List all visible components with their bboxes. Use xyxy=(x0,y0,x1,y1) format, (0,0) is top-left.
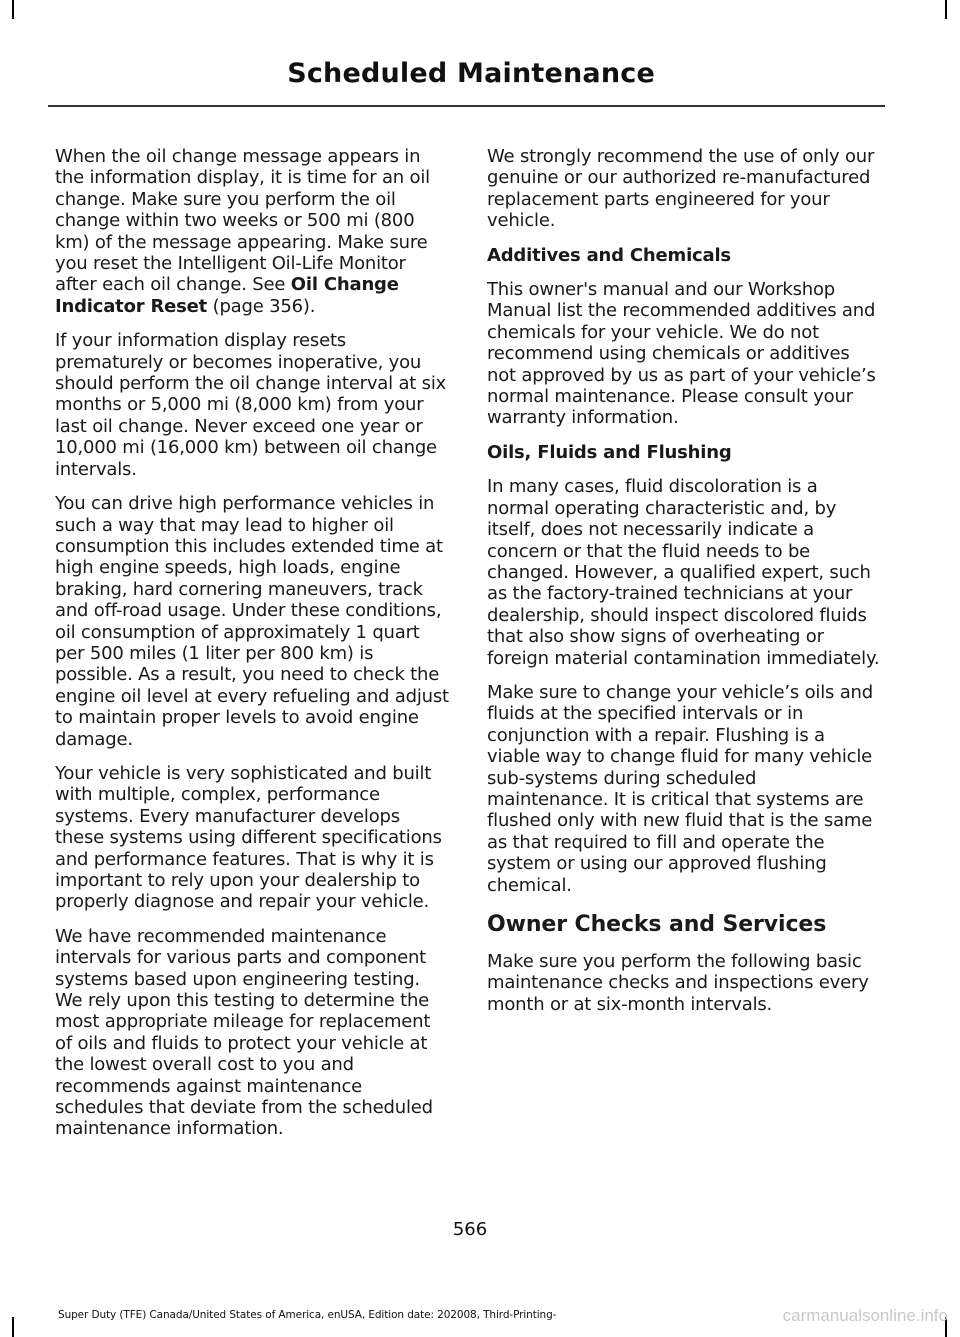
owner-checks-paragraph: Make sure you perform the following basic maintenance checks and inspections every month or at six-month intervals. xyxy=(487,951,869,1015)
right-column xyxy=(487,146,882,1028)
left-column xyxy=(55,146,449,1153)
maintenance-intervals-paragraph: We have recommended maintenance intervals for various parts and component systems based upon engineering testing. We rely upon this testing to determine the most appropriate mileage for replacement of oils and fluids to protect your vehicle at the lowest overall cost to you and recommends against maintenance schedules that deviate from the scheduled maintenance information. xyxy=(55,925,433,1140)
crop-mark-bottom-left xyxy=(12,1317,14,1337)
additives-paragraph: This owner's manual and our Workshop Manual list the recommended additives and chemicals for your vehicle. We do not recommend using chemicals or additives not approved by us as part of your vehicle’s normal maintenance. Please consult your warranty information. xyxy=(487,279,876,429)
oil-change-message-paragraph: When the oil change message appears in the information display, it is time for an oil change. Make sure you perform the oil change within two weeks or 500 mi (800 km) of the message appearing. Make sure you reset the Intelligent Oil-Life Monitor after each oil change. See Oil Change Indicator Reset (page 356). xyxy=(55,146,430,317)
display-reset-paragraph: If your information display resets prematurely or becomes inoperative, you should perform the oil change interval at six months or 5,000 mi (8,000 km) from your last oil change. Never exceed one year or 10,000 mi (16,000 km) between oil change intervals. xyxy=(55,330,447,480)
additives-heading: Additives and Chemicals xyxy=(487,244,731,266)
header-divider xyxy=(48,105,885,107)
genuine-parts-paragraph: We strongly recommend the use of only our genuine or our authorized re-manufactured replacement parts engineered for your vehicle. xyxy=(487,146,875,232)
footer-edition-info: Super Duty (TFE) Canada/United States of America, enUSA, Edition date: 202008, Third-Printing- xyxy=(58,1309,557,1321)
high-performance-paragraph: You can drive high performance vehicles in such a way that may lead to higher oil consumption this includes extended time at high engine speeds, high loads, engine braking, hard cornering maneuvers, track and off-road usage. Under these conditions, oil consumption of approximately 1 quart per 500 miles (1 liter per 800 km) is possible. As a result, you need to check the engine oil level at every refueling and adjust to maintain proper levels to avoid engine damage. xyxy=(55,493,449,750)
watermark: carmanualsonline.info xyxy=(782,1306,948,1325)
page-number: 566 xyxy=(452,1219,488,1240)
crop-mark-top-right xyxy=(945,0,947,19)
oil-change-indicator-reset-link[interactable]: Oil Change Indicator Reset xyxy=(55,274,399,317)
flushing-paragraph: Make sure to change your vehicle’s oils and fluids at the specified intervals or in conjunction with a repair. Flushing is a viable way to change fluid for many vehicle sub-systems during scheduled maintenance. It is critical that systems are flushed only with new fluid that is the same as that required to fill and operate the system or using our approved flushing chemical. xyxy=(487,681,873,896)
page-title: Scheduled Maintenance xyxy=(287,58,655,89)
sophisticated-vehicle-paragraph: Your vehicle is very sophisticated and built with multiple, complex, performance systems. Every manufacturer develops these systems using different specifications and performance features. That is why it is important to rely upon your dealership to properly diagnose and repair your vehicle. xyxy=(55,762,442,913)
crop-mark-top-left xyxy=(12,0,14,19)
owner-checks-heading: Owner Checks and Services xyxy=(487,912,827,937)
fluid-discoloration-paragraph: In many cases, fluid discoloration is a normal operating characteristic and, by itself, does not necessarily indicate a concern or that the fluid needs to be changed. However, a qualified expert, such as the factory-trained technicians at your dealership, should inspect discolored fluids that also show signs of overheating or foreign material contamination immediately. xyxy=(487,476,880,669)
oils-fluids-heading: Oils, Fluids and Flushing xyxy=(487,441,732,463)
